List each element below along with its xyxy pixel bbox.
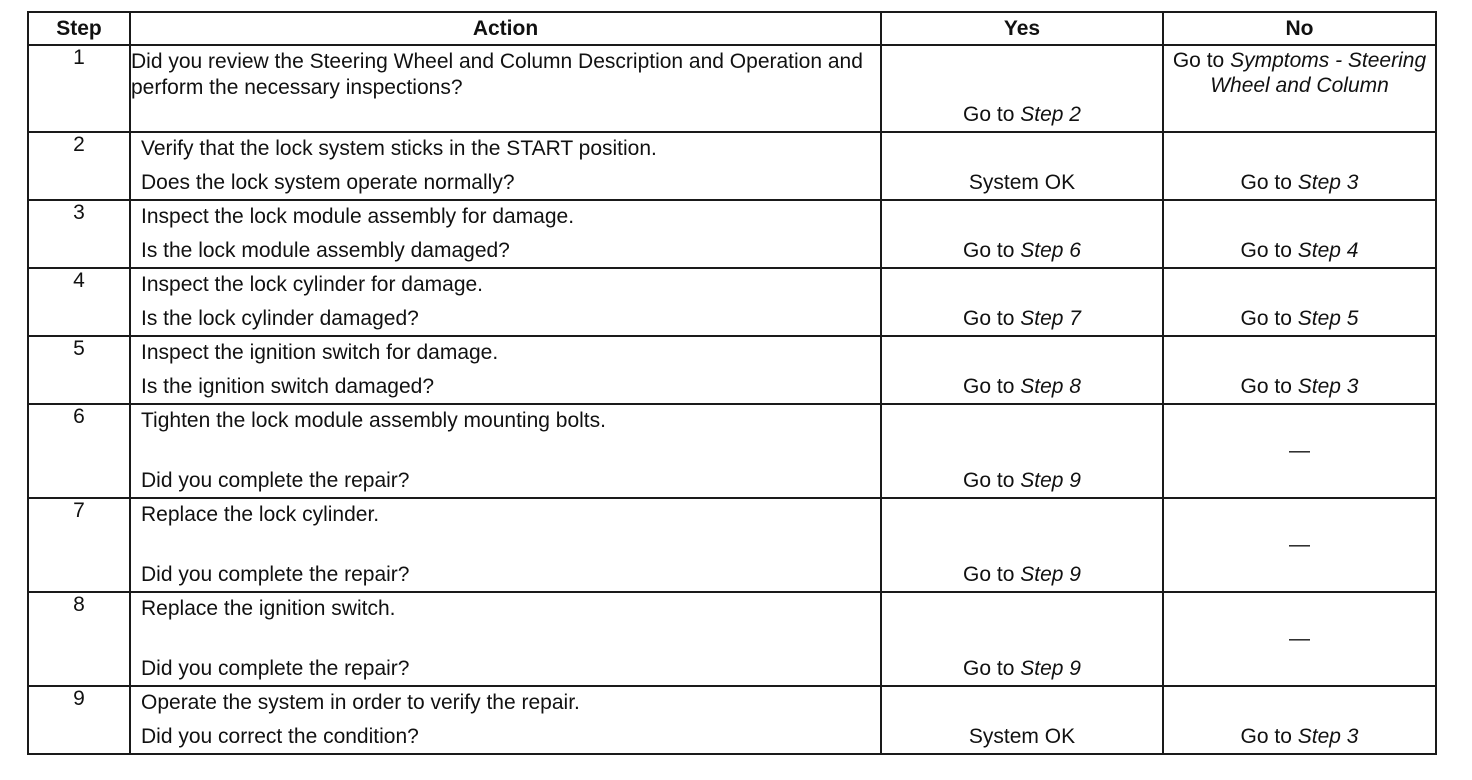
no-result-dash: — [1289,439,1310,462]
action-question: Is the ignition switch damaged? [141,375,435,398]
no-step-link: Step 5 [1297,307,1359,330]
step-number: 7 [28,498,130,592]
yes-cell [881,336,1163,404]
action-question: Did you complete the repair? [141,563,410,586]
yes-result [882,306,1162,332]
no-step-link: Step 3 [1297,171,1359,194]
yes-step-link: Step 9 [1020,657,1081,680]
action-question: Did you complete the repair? [141,657,410,680]
action-question: Did you correct the condition? [141,725,419,748]
yes-cell [881,132,1163,200]
no-result-dash: — [1289,533,1310,556]
yes-result [882,656,1162,682]
step-number: 8 [28,592,130,686]
header-yes: Yes [881,12,1163,45]
yes-step-link: Step 2 [1020,103,1081,126]
no-result-dash: — [1289,627,1310,650]
table-row [28,404,1436,498]
no-cell [1163,686,1436,754]
header-no: No [1163,12,1436,45]
no-step-link: Step 3 [1297,725,1359,748]
step-number: 6 [28,404,130,498]
action-instruction: Operate the system in order to verify the repair. [141,691,580,714]
no-step-link: Step 3 [1297,375,1359,398]
action-instruction: Inspect the lock module assembly for damage. [141,205,575,228]
table-row [28,132,1436,200]
no-result [1164,724,1435,750]
yes-result [882,562,1162,588]
action-cell [130,404,881,498]
yes-cell [881,200,1163,268]
yes-step-link: Step 9 [1020,563,1081,586]
action-question: Does the lock system operate normally? [141,171,515,194]
yes-prefix: Go to [963,103,1015,126]
step-number: 9 [28,686,130,754]
diagnostic-table [27,11,1437,755]
no-cell [1163,336,1436,404]
no-prefix: Go to [1240,239,1292,262]
yes-cell [881,498,1163,592]
table-row [28,498,1436,592]
yes-prefix: Go to [963,239,1015,262]
table-row [28,336,1436,404]
table-row [28,45,1436,132]
yes-cell [881,592,1163,686]
yes-step-link: Step 7 [1020,307,1081,330]
action-instruction: Inspect the lock cylinder for damage. [141,273,484,296]
yes-cell [881,686,1163,754]
yes-cell [881,268,1163,336]
action-instruction: Replace the lock cylinder. [141,503,380,526]
no-prefix: Go to [1240,307,1292,330]
table-header-row [28,12,1436,45]
yes-result [882,468,1162,494]
yes-prefix: Go to [963,657,1015,680]
yes-prefix: Go to [963,375,1015,398]
action-cell [130,336,881,404]
step-number: 2 [28,132,130,200]
yes-prefix: Go to [963,469,1015,492]
no-cell [1163,498,1436,592]
yes-result [882,102,1162,128]
yes-cell [881,45,1163,132]
no-cell [1163,132,1436,200]
step-number: 5 [28,336,130,404]
yes-cell [881,404,1163,498]
yes-step-link: Step 9 [1020,469,1081,492]
yes-prefix: Go to [963,307,1015,330]
yes-prefix: Go to [963,563,1015,586]
no-prefix: Go to [1240,725,1292,748]
step-number: 1 [28,45,130,132]
table-row [28,592,1436,686]
no-cell [1163,200,1436,268]
action-instruction: Tighten the lock module assembly mounting bolts. [141,409,606,432]
action-question: Is the lock cylinder damaged? [141,307,419,330]
no-result [1164,170,1435,196]
no-cell [1163,404,1436,498]
action-instruction: Verify that the lock system sticks in the START position. [141,137,657,160]
action-cell [130,592,881,686]
no-step-link: Step 4 [1297,239,1359,262]
yes-result: System OK [968,725,1076,748]
action-cell [130,132,881,200]
no-result [1164,374,1435,400]
no-result [1164,46,1435,98]
no-prefix: Go to [1240,375,1292,398]
header-step: Step [28,12,130,45]
action-cell [130,686,881,754]
yes-step-link: Step 6 [1020,239,1081,262]
yes-result [882,238,1162,264]
action-question: Did you complete the repair? [141,469,410,492]
yes-step-link: Step 8 [1020,375,1081,398]
no-cell [1163,592,1436,686]
no-result [1164,238,1435,264]
no-cell [1163,268,1436,336]
action-cell [130,200,881,268]
table-row [28,200,1436,268]
action-instruction: Inspect the ignition switch for damage. [141,341,499,364]
no-prefix: Go to [1240,171,1292,194]
action-cell [130,268,881,336]
action-question: Is the lock module assembly damaged? [141,239,510,262]
header-action: Action [130,12,881,45]
no-cell [1163,45,1436,132]
no-symptoms-link: Symptoms - Steering Wheel and Column [1210,49,1427,97]
action-text: Did you review the Steering Wheel and Column Description and Operation and perform the necessary inspections? [131,50,863,99]
step-number: 3 [28,200,130,268]
no-prefix: Go to [1172,49,1225,72]
step-number: 4 [28,268,130,336]
action-cell [130,45,881,132]
yes-result [882,374,1162,400]
no-result [1164,306,1435,332]
table-row [28,268,1436,336]
action-cell [130,498,881,592]
yes-result: System OK [968,171,1076,194]
action-instruction: Replace the ignition switch. [141,597,396,620]
table-row [28,686,1436,754]
